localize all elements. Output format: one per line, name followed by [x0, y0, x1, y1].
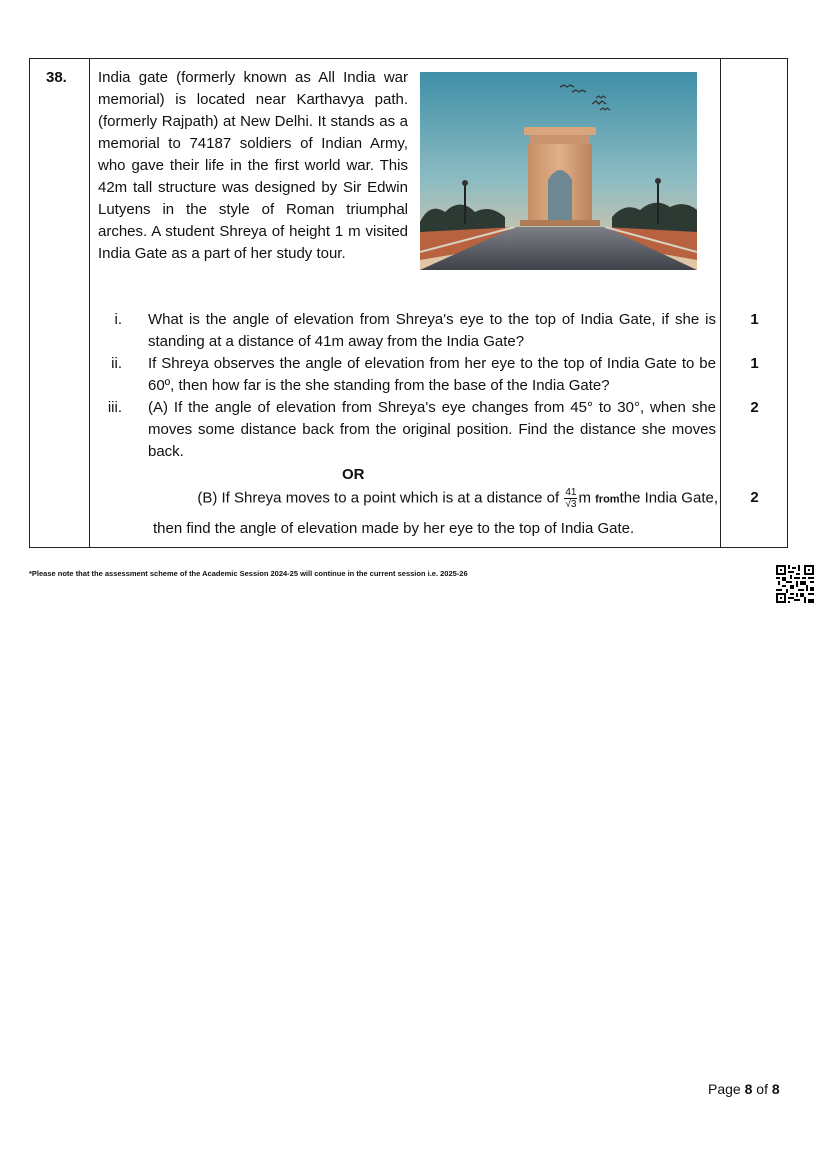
part-b-line2: then find the angle of elevation made by her eye to the top of India Gate. [153, 520, 635, 537]
or-label: OR [342, 466, 365, 483]
question-table [29, 58, 788, 548]
page-footer [708, 1081, 780, 1097]
part-label: iii. [107, 399, 122, 416]
footer-prefix: Page [708, 1081, 745, 1097]
question-passage: India gate (formerly known as All India war memorial) is located near Karthavya path. (formerly Rajpath) at New Delhi. It stands as a memorial to 74187 soldiers of Indian Army, who gave their life in the first world war. This 42m tall structure was designed by Sir Edwin Lutyens in the style of Roman triumphal arches. A student Shreya of height 1 m visited India Gate as a part of her study tour. [98, 69, 408, 262]
part-b-text-after: the India Gate, [619, 489, 718, 507]
from-word: from [595, 493, 620, 506]
distance-fraction [564, 487, 577, 510]
question-number: 38. [46, 69, 67, 86]
part-b-text: (B) If Shreya moves to a point which is at a distance of [197, 489, 564, 507]
unit: m [578, 489, 591, 507]
qr-code-icon [776, 565, 814, 603]
marks-value: 2 [750, 489, 759, 506]
assessment-note: *Please note that the assessment scheme of the Academic Session 2024-25 will continue in the current session i.e. 2025-26 [29, 569, 468, 578]
part-b-line1 [128, 487, 718, 510]
footer-total: 8 [771, 1081, 780, 1097]
part-text: (A) If the angle of elevation from Shreya's eye changes from 45° to 30°, when she moves some distance back from the original position. Find the distance she moves back. [148, 399, 716, 460]
marks-column [720, 59, 787, 547]
footer-of: of [752, 1081, 772, 1097]
part-text: What is the angle of elevation from Shreya's eye to the top of India Gate, if she is standing at a distance of 41m away from the India Gate? [148, 311, 716, 350]
marks-value: 2 [750, 399, 759, 416]
fraction-numerator: 41 [565, 487, 577, 498]
question-number-column [30, 59, 90, 547]
part-label: i. [114, 311, 122, 328]
marks-value: 1 [750, 355, 759, 372]
fraction-denominator: √3 [565, 499, 577, 510]
part-label: ii. [111, 355, 122, 372]
part-text: If Shreya observes the angle of elevation from her eye to the top of India Gate to be 60º, then how far is the she standing from the base of the India Gate? [148, 355, 716, 394]
footer-page: 8 [744, 1081, 753, 1097]
india-gate-photo [420, 72, 697, 270]
marks-value: 1 [750, 311, 759, 328]
